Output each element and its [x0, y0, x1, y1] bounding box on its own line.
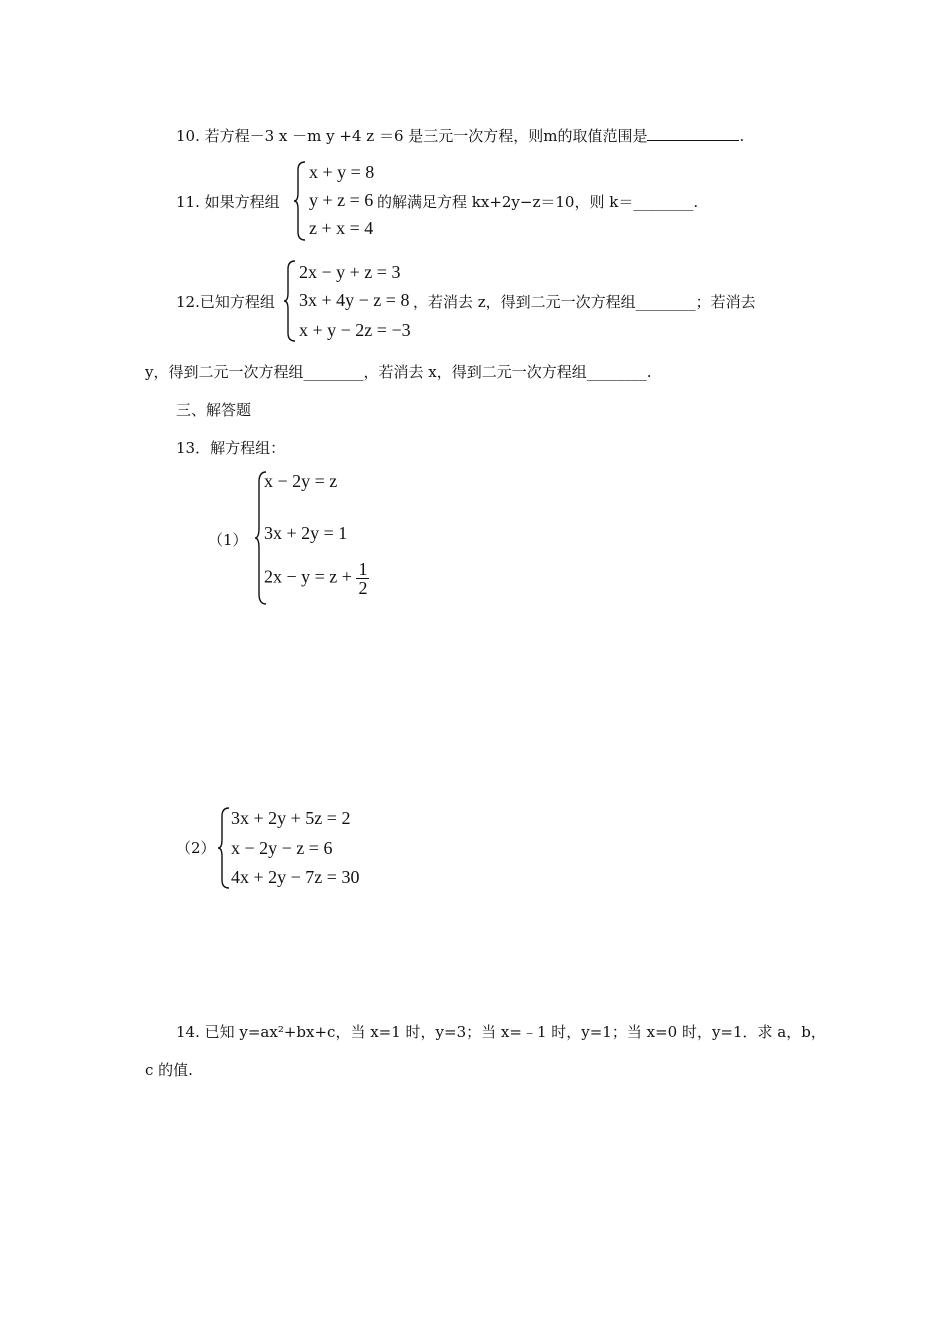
equation: x − 2y = z	[264, 471, 338, 491]
section-heading: 三、解答题	[176, 401, 252, 419]
question-11-text: 的解满足方程 kx+2y−z＝10，则 k＝________.	[377, 193, 699, 211]
equation: z + x = 4	[309, 218, 374, 238]
equation: 2x − y + z = 3	[299, 262, 401, 282]
equation: y + z = 6	[309, 190, 374, 210]
equation-with-fraction	[264, 560, 369, 597]
left-brace-icon	[283, 259, 299, 343]
equation: 3x + 2y + 5z = 2	[231, 808, 351, 828]
equation: 3x + 2y = 1	[264, 523, 348, 543]
fraction-numerator: 1	[358, 559, 368, 579]
question-10	[176, 126, 744, 146]
question-11-label: 11. 如果方程组	[176, 193, 280, 211]
question-12-text-continued: y，得到二元一次方程组________，若消去 x，得到二元一次方程组________.	[145, 363, 652, 381]
question-12-label: 12.已知方程组	[176, 293, 275, 311]
equation: 3x + 4y − z = 8	[299, 290, 410, 310]
fraction	[356, 560, 369, 597]
question-13-label: 13．解方程组：	[176, 439, 286, 457]
answer-blank	[647, 126, 739, 141]
equation: x + y = 8	[309, 162, 375, 182]
question-14-text: 14. 已知 y=ax²+bx+c，当 x=1 时，y=3；当 x=﹣1 时，y=1；当 x=0 时，y=1．求 a，b，	[176, 1023, 826, 1041]
fraction-denominator: 2	[358, 578, 368, 598]
question-10-text: 10. 若方程－3 x －m y +4 z ＝6 是三元一次方程，则m的取值范围是	[176, 127, 648, 145]
part-2-label: （2）	[176, 839, 216, 857]
part-1-label: （1）	[208, 531, 248, 549]
question-14-text-continued: c 的值.	[145, 1061, 193, 1079]
equation: x − 2y − z = 6	[231, 838, 333, 858]
equation: 4x + 2y − 7z = 30	[231, 867, 360, 887]
question-12-text: ，若消去 z，得到二元一次方程组________；若消去	[413, 293, 756, 311]
equation-left: 2x − y = z +	[264, 566, 352, 587]
question-10-end: .	[739, 127, 745, 145]
left-brace-icon	[293, 160, 309, 242]
equation: x + y − 2z = −3	[299, 320, 411, 340]
